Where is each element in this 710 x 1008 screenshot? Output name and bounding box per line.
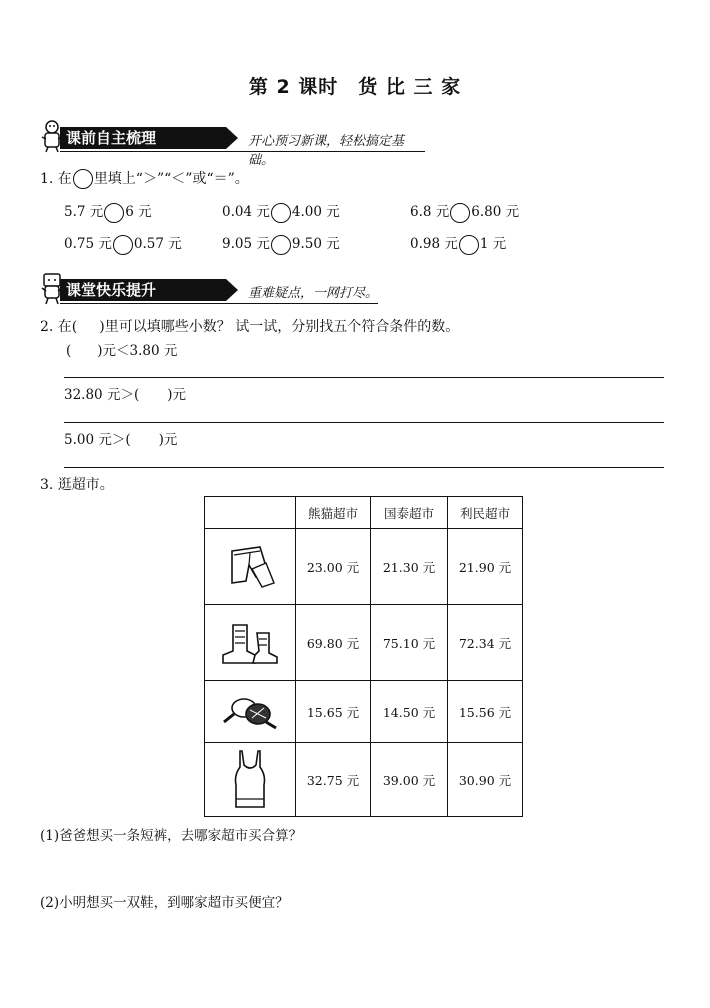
shorts-icon — [222, 543, 278, 591]
q2-prefix: 2. 在( — [40, 319, 78, 335]
question-1-prompt — [40, 168, 249, 189]
compare-right: 1 元 — [479, 236, 507, 252]
shoes-icon — [217, 619, 283, 667]
answer-line[interactable] — [64, 422, 664, 423]
price-cell: 21.30 元 — [371, 529, 448, 605]
section-slogan: 开心预习新课，轻松搞定基础。 — [248, 134, 405, 168]
answer-circle[interactable] — [113, 235, 133, 255]
tank-top-icon — [230, 749, 270, 811]
table-corner-cell — [205, 497, 296, 529]
table-row — [205, 605, 523, 681]
product-cell — [205, 529, 296, 605]
compare-item — [222, 232, 340, 255]
banner-underline — [60, 303, 378, 304]
ping-pong-paddles-icon — [220, 694, 280, 730]
compare-left: 6.8 元 — [410, 204, 450, 220]
answer-circle[interactable] — [104, 203, 124, 223]
banner-underline — [60, 151, 425, 152]
answer-circle[interactable] — [450, 203, 470, 223]
section-banner-preview — [38, 127, 428, 168]
question-3-sub-2: (2)小明想买一双鞋，到哪家超市买便宜？ — [40, 895, 289, 911]
price-cell: 23.00 元 — [296, 529, 371, 605]
q2-row-post: )元 — [167, 387, 186, 403]
answer-line[interactable] — [64, 467, 664, 468]
section-slogan: 重难疑点，一网打尽。 — [248, 286, 379, 301]
q2-row-3 — [64, 428, 177, 448]
compare-right: 0.57 元 — [133, 236, 182, 252]
price-cell: 21.90 元 — [448, 529, 523, 605]
compare-item — [410, 200, 519, 223]
compare-left: 9.05 元 — [222, 236, 270, 252]
compare-right: 6.80 元 — [471, 204, 520, 220]
price-table — [204, 496, 523, 817]
q2-row-2 — [64, 383, 186, 403]
answer-circle[interactable] — [271, 203, 291, 223]
answer-circle[interactable] — [459, 235, 479, 255]
table-row — [205, 681, 523, 743]
q2-row-post: )元＜3.80 元 — [97, 343, 178, 359]
compare-right: 9.50 元 — [291, 236, 340, 252]
product-cell — [205, 681, 296, 743]
q1-prefix: 1. 在 — [40, 171, 72, 187]
section-banner-practice — [38, 279, 378, 301]
price-cell: 69.80 元 — [296, 605, 371, 681]
column-header: 国泰超市 — [371, 497, 448, 529]
banner-arrow — [226, 127, 238, 149]
section-label: 课堂快乐提升 — [60, 279, 226, 301]
compare-right: 4.00 元 — [291, 204, 340, 220]
answer-circle-sample — [73, 169, 93, 189]
q1-suffix: 里填上“＞”“＜”或“＝”。 — [93, 171, 249, 187]
table-row — [205, 743, 523, 817]
q2-row-1 — [66, 339, 177, 359]
price-cell: 32.75 元 — [296, 743, 371, 817]
question-2-prompt — [40, 316, 459, 336]
section-label: 课前自主梳理 — [60, 127, 226, 149]
question-3-sub-1: (1)爸爸想买一条短裤，去哪家超市买合算？ — [40, 828, 303, 844]
price-cell: 72.34 元 — [448, 605, 523, 681]
question-3-prompt: 3. 逛超市。 — [40, 477, 114, 493]
price-cell: 15.56 元 — [448, 681, 523, 743]
price-cell: 75.10 元 — [371, 605, 448, 681]
column-header: 熊猫超市 — [296, 497, 371, 529]
compare-left: 0.04 元 — [222, 204, 270, 220]
compare-left: 5.7 元 — [64, 204, 104, 220]
compare-item — [64, 200, 152, 223]
table-header-row — [205, 497, 523, 529]
price-cell: 30.90 元 — [448, 743, 523, 817]
page-title: 第 2 课时 货 比 三 家 — [248, 76, 462, 98]
price-cell: 15.65 元 — [296, 681, 371, 743]
compare-item — [410, 232, 506, 255]
table-row — [205, 529, 523, 605]
product-cell — [205, 605, 296, 681]
compare-item — [64, 232, 182, 255]
answer-circle[interactable] — [271, 235, 291, 255]
q2-suffix: )里可以填哪些小数？ 试一试，分别找五个符合条件的数。 — [99, 319, 460, 335]
product-cell — [205, 743, 296, 817]
banner-arrow — [226, 279, 238, 301]
answer-line[interactable] — [64, 377, 664, 378]
column-header: 利民超市 — [448, 497, 523, 529]
price-cell: 14.50 元 — [371, 681, 448, 743]
compare-right: 6 元 — [125, 204, 152, 220]
q2-row-pre: ( — [66, 343, 72, 359]
compare-item — [222, 200, 340, 223]
compare-left: 0.98 元 — [410, 236, 458, 252]
q2-row-pre: 5.00 元＞( — [64, 432, 131, 448]
price-cell: 39.00 元 — [371, 743, 448, 817]
q2-row-pre: 32.80 元＞( — [64, 387, 140, 403]
compare-left: 0.75 元 — [64, 236, 112, 252]
q2-row-post: )元 — [158, 432, 178, 448]
